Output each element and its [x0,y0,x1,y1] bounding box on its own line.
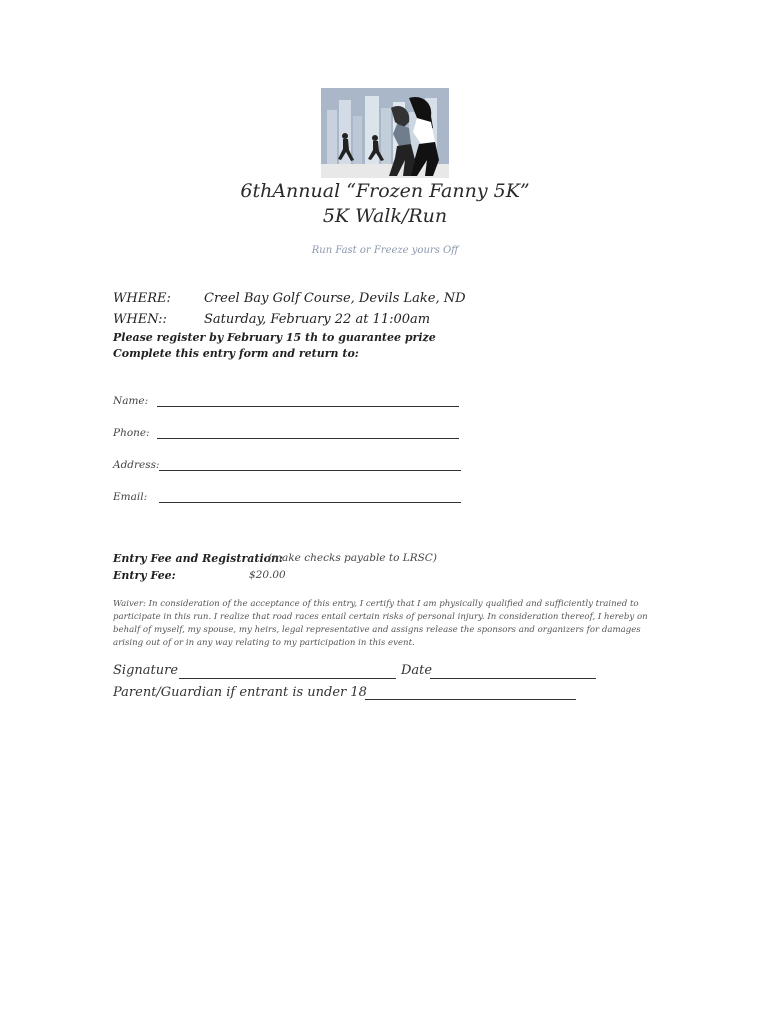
register-note: Please register by February 15 th to guarantee prize [113,331,436,344]
complete-note: Complete this entry form and return to: [113,347,359,360]
fee-note: (make checks payable to LRSC) [268,552,437,564]
signature-label: Signature [113,663,179,678]
address-field[interactable] [159,470,461,471]
where-value: Creel Bay Golf Course, Devils Lake, ND [204,291,466,306]
event-title: 6thAnnual “Frozen Fanny 5K” [240,180,530,202]
date-field[interactable] [430,678,596,679]
waiver-text: Waiver: In consideration of the acceptance of this entry, I certify that I am physically qualified and sufficiently trained to participate in this run. I realize that road races entail certain risks of personal injury. In consideration thereof, I hereby on behalf of myself, my spouse, my heirs, legal representative and assigns release the sponsors and organizers for damages arising out of or in any way relating to my participation in this event. [113,599,648,648]
signature-field[interactable] [179,678,396,679]
name-field[interactable] [157,406,459,407]
address-label: Address: [113,459,160,471]
email-label: Email: [113,491,148,503]
fee-value: $20.00 [249,569,286,581]
tagline: Run Fast or Freeze yours Off [311,245,459,256]
fee-heading: Entry Fee and Registration: [113,552,284,565]
phone-field[interactable] [157,438,459,439]
email-field[interactable] [159,502,461,503]
date-label: Date [401,663,433,678]
guardian-field[interactable] [365,699,576,700]
where-label: WHERE: [113,291,171,306]
guardian-label: Parent/Guardian if entrant is under 18 [113,685,367,700]
phone-label: Phone: [113,427,150,439]
when-label: WHEN:: [113,312,167,327]
fee-label: Entry Fee: [113,569,176,582]
when-value: Saturday, February 22 at 11:00am [204,312,431,327]
name-label: Name: [113,395,149,407]
event-subtitle: 5K Walk/Run [322,205,448,227]
runners-illustration [321,88,449,178]
